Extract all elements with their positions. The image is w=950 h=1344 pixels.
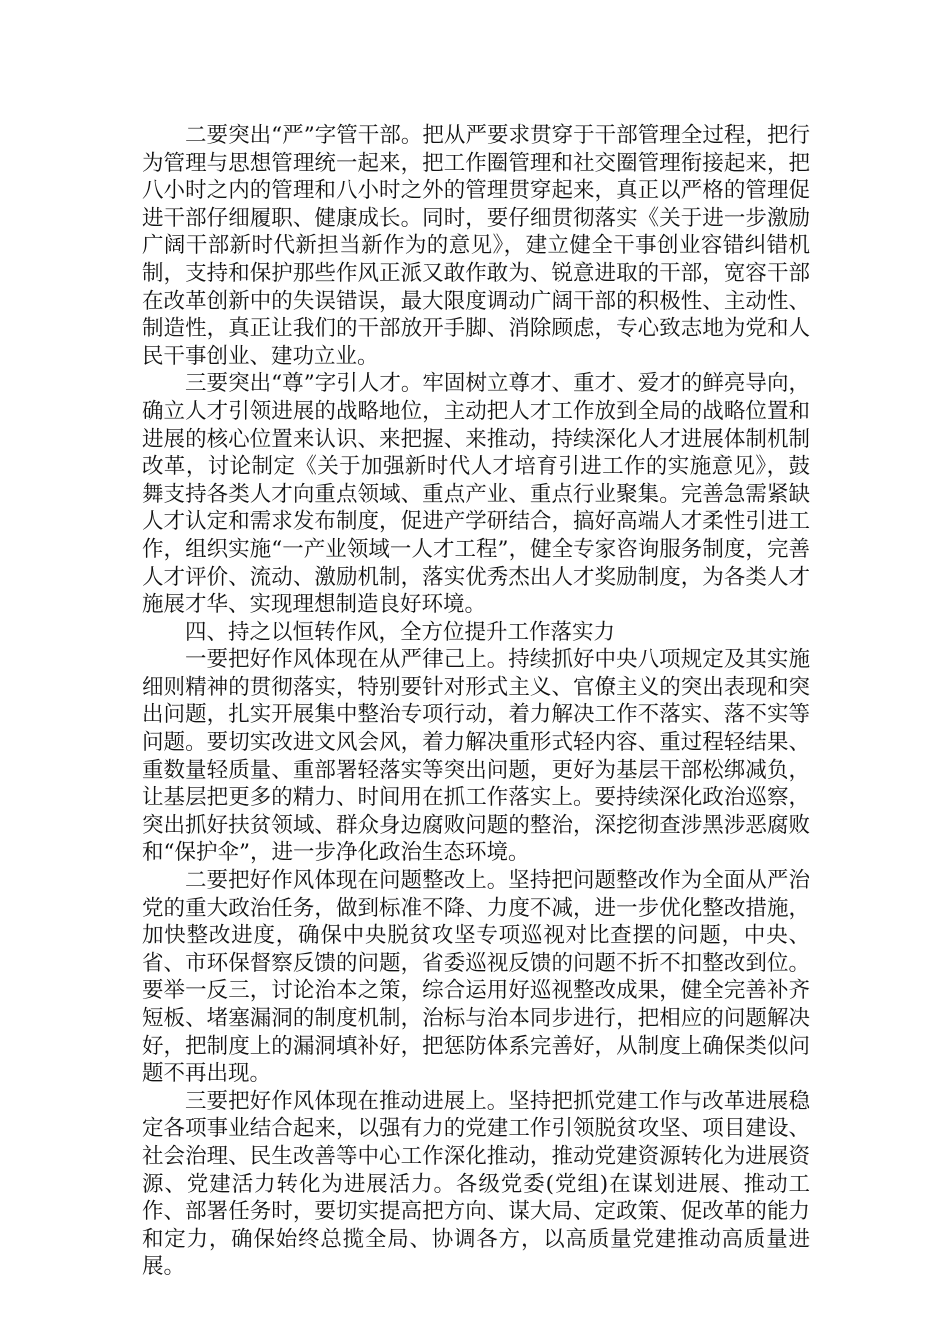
paragraph-talent-recruitment: 三要突出“尊”字引人才。牢固树立尊才、重才、爱才的鲜亮导向，确立人才引领进展的战略地位，主动把人才工作放到全局的战略位置和进展的核心位置来认识、来把握、来推动，持续深化人才进展体制机制改革，讨论制定《关于加强新时代人才培育引进工作的实施意见》，鼓舞支持各类人才向重点领域、重点产业、重点行业聚集。完善急需紧缺人才认定和需求发布制度，促进产学研结合，搞好高端人才柔性引进工作，组织实施“一产业领域一人才工程”，健全专家咨询服务制度，完善人才评价、流动、激励机制，落实优秀杰出人才奖励制度，为各类人才施展才华、实现理想制造良好环境。 [142,371,810,618]
section-heading-work-style: 四、持之以恒转作风，全方位提升工作落实力 [185,619,616,645]
paragraph-promote-development: 三要把好作风体现在推动进展上。坚持把抓党建工作与改革进展稳定各项事业结合起来，以强有力的党建工作引领脱贫攻坚、项目建设、社会治理、民生改善等中心工作深化推动，推动党建资源转化为进展资源、党建活力转化为进展活力。各级党委(党组)在谋划进展、推动工作、部署任务时，要切实提高把方向、谋大局、定政策、促改革的能力和定力，确保始终总揽全局、协调各方，以高质量党建推动高质量进展。 [142,1088,810,1280]
paragraph-problem-rectification: 二要把好作风体现在问题整改上。坚持把问题整改作为全面从严治党的重大政治任务，做到标准不降、力度不减，进一步优化整改措施，加快整改进度，确保中央脱贫攻坚专项巡视对比查摆的问题，中央、省、市环保督察反馈的问题，省委巡视反馈的问题不折不扣整改到位。要举一反三，讨论治本之策，综合运用好巡视整改成果，健全完善补齐短板、堵塞漏洞的制度机制，治标与治本同步进行，把相应的问题解决好，把制度上的漏洞填补好，把惩防体系完善好，从制度上确保类似问题不再出现。 [142,868,810,1087]
paragraph-cadre-management: 二要突出“严”字管干部。把从严要求贯穿于干部管理全过程，把行为管理与思想管理统一起来，把工作圈管理和社交圈管理衔接起来，把八小时之内的管理和八小时之外的管理贯穿起来，真正以严格的管理促进干部仔细履职、健康成长。同时，要仔细贯彻落实《关于进一步激励广阔干部新时代新担当新作为的意见》，建立健全干事创业容错纠错机制，支持和保护那些作风正派又敢作敢为、锐意进取的干部，宽容干部在改革创新中的失误错误，最大限度调动广阔干部的积极性、主动性、制造性，真正让我们的干部放开手脚、消除顾虑，专心致志地为党和人民干事创业、建功立业。 [142,123,810,369]
paragraph-self-discipline: 一要把好作风体现在从严律己上。持续抓好中央八项规定及其实施细则精神的贯彻落实，特别要针对形式主义、官僚主义的突出表现和突出问题，扎实开展集中整治专项行动，着力解决工作不落实、落不实等问题。要切实改进文风会风，着力解决重形式轻内容、重过程轻结果、重数量轻质量、重部署轻落实等突出问题，更好为基层干部松绑减负，让基层把更多的精力、时间用在抓工作落实上。要持续深化政治巡察，突出抓好扶贫领域、群众身边腐败问题的整治，深挖彻查涉黑涉恶腐败和“保护伞”，进一步净化政治生态环境。 [142,647,810,866]
document-body [142,122,810,1281]
